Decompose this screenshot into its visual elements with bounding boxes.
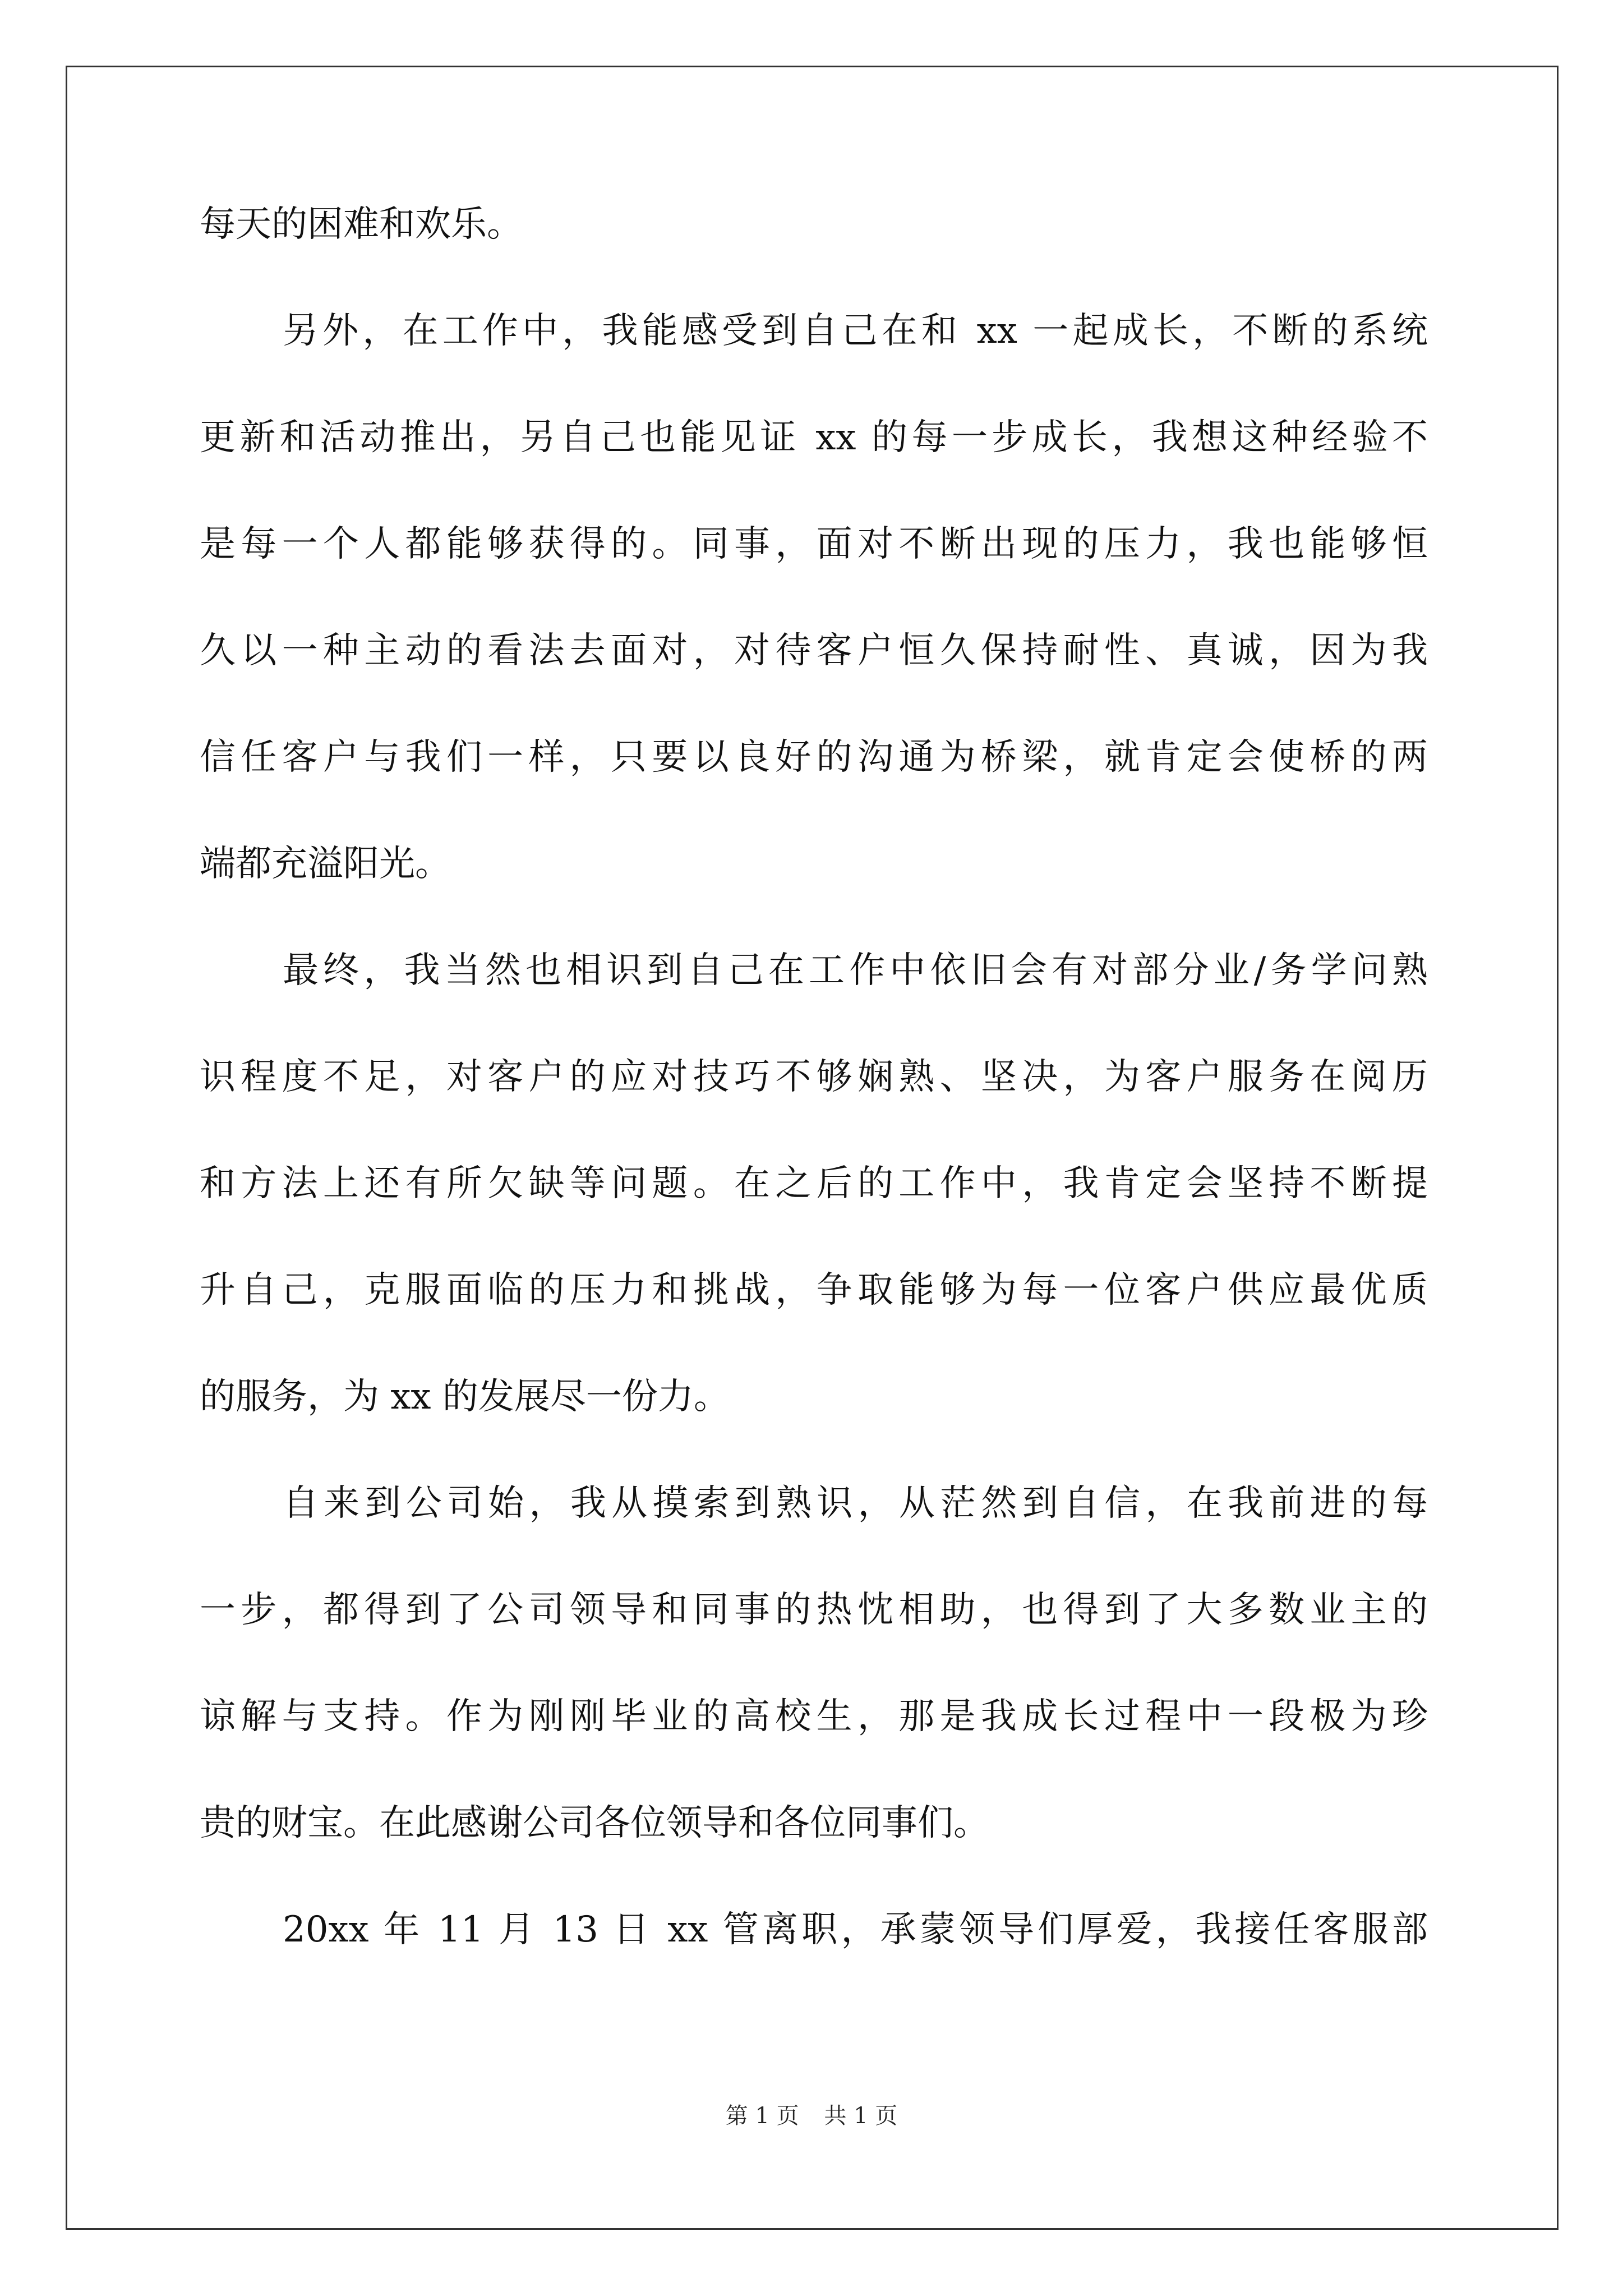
text-line: 久以一种主动的看法去面对，对待客户恒久保持耐性、真诚，因为我 [200,630,1428,671]
paragraph-first-line: 最终，我当然也相识到自己在工作中依旧会有对部分业/务学问熟 [283,950,1428,991]
text-line: 和方法上还有所欠缺等问题。在之后的工作中，我肯定会坚持不断提 [200,1163,1428,1204]
paragraph-first-line: 另外，在工作中，我能感受到自己在和 xx 一起成长，不断的系统 [283,310,1428,352]
text-line: 贵的财宝。在此感谢公司各位领导和各位同事们。 [200,1802,989,1844]
text-line: 更新和活动推出，另自己也能见证 xx 的每一步成长，我想这种经验不 [200,417,1428,458]
paragraph-first-line: 20xx 年 11 月 13 日 xx 管离职，承蒙领导们厚爱，我接任客服部 [283,1909,1428,1950]
paragraph-first-line: 自来到公司始，我从摸索到熟识，从茫然到自信，在我前进的每 [283,1483,1428,1524]
page-footer [0,2099,1623,2133]
text-line: 端都充溢阳光。 [200,843,451,885]
text-line: 的服务，为 xx 的发展尽一份力。 [200,1376,730,1418]
text-line: 识程度不足，对客户的应对技巧不够娴熟、坚决，为客户服务在阅历 [200,1056,1428,1098]
total-pages: 共 1 页 [824,2103,898,2129]
text-line: 信任客户与我们一样，只要以良好的沟通为桥梁，就肯定会使桥的两 [200,737,1428,778]
text-line: 谅解与支持。作为刚刚毕业的高校生，那是我成长过程中一段极为珍 [200,1696,1428,1737]
text-line: 是每一个人都能够获得的。同事，面对不断出现的压力，我也能够恒 [200,523,1428,565]
text-line: 升自己，克服面临的压力和挑战，争取能够为每一位客户供应最优质 [200,1269,1428,1311]
text-line: 每天的困难和欢乐。 [200,204,523,245]
page-number: 第 1 页 [725,2103,799,2129]
text-line: 一步，都得到了公司领导和同事的热忱相助，也得到了大多数业主的 [200,1589,1428,1631]
